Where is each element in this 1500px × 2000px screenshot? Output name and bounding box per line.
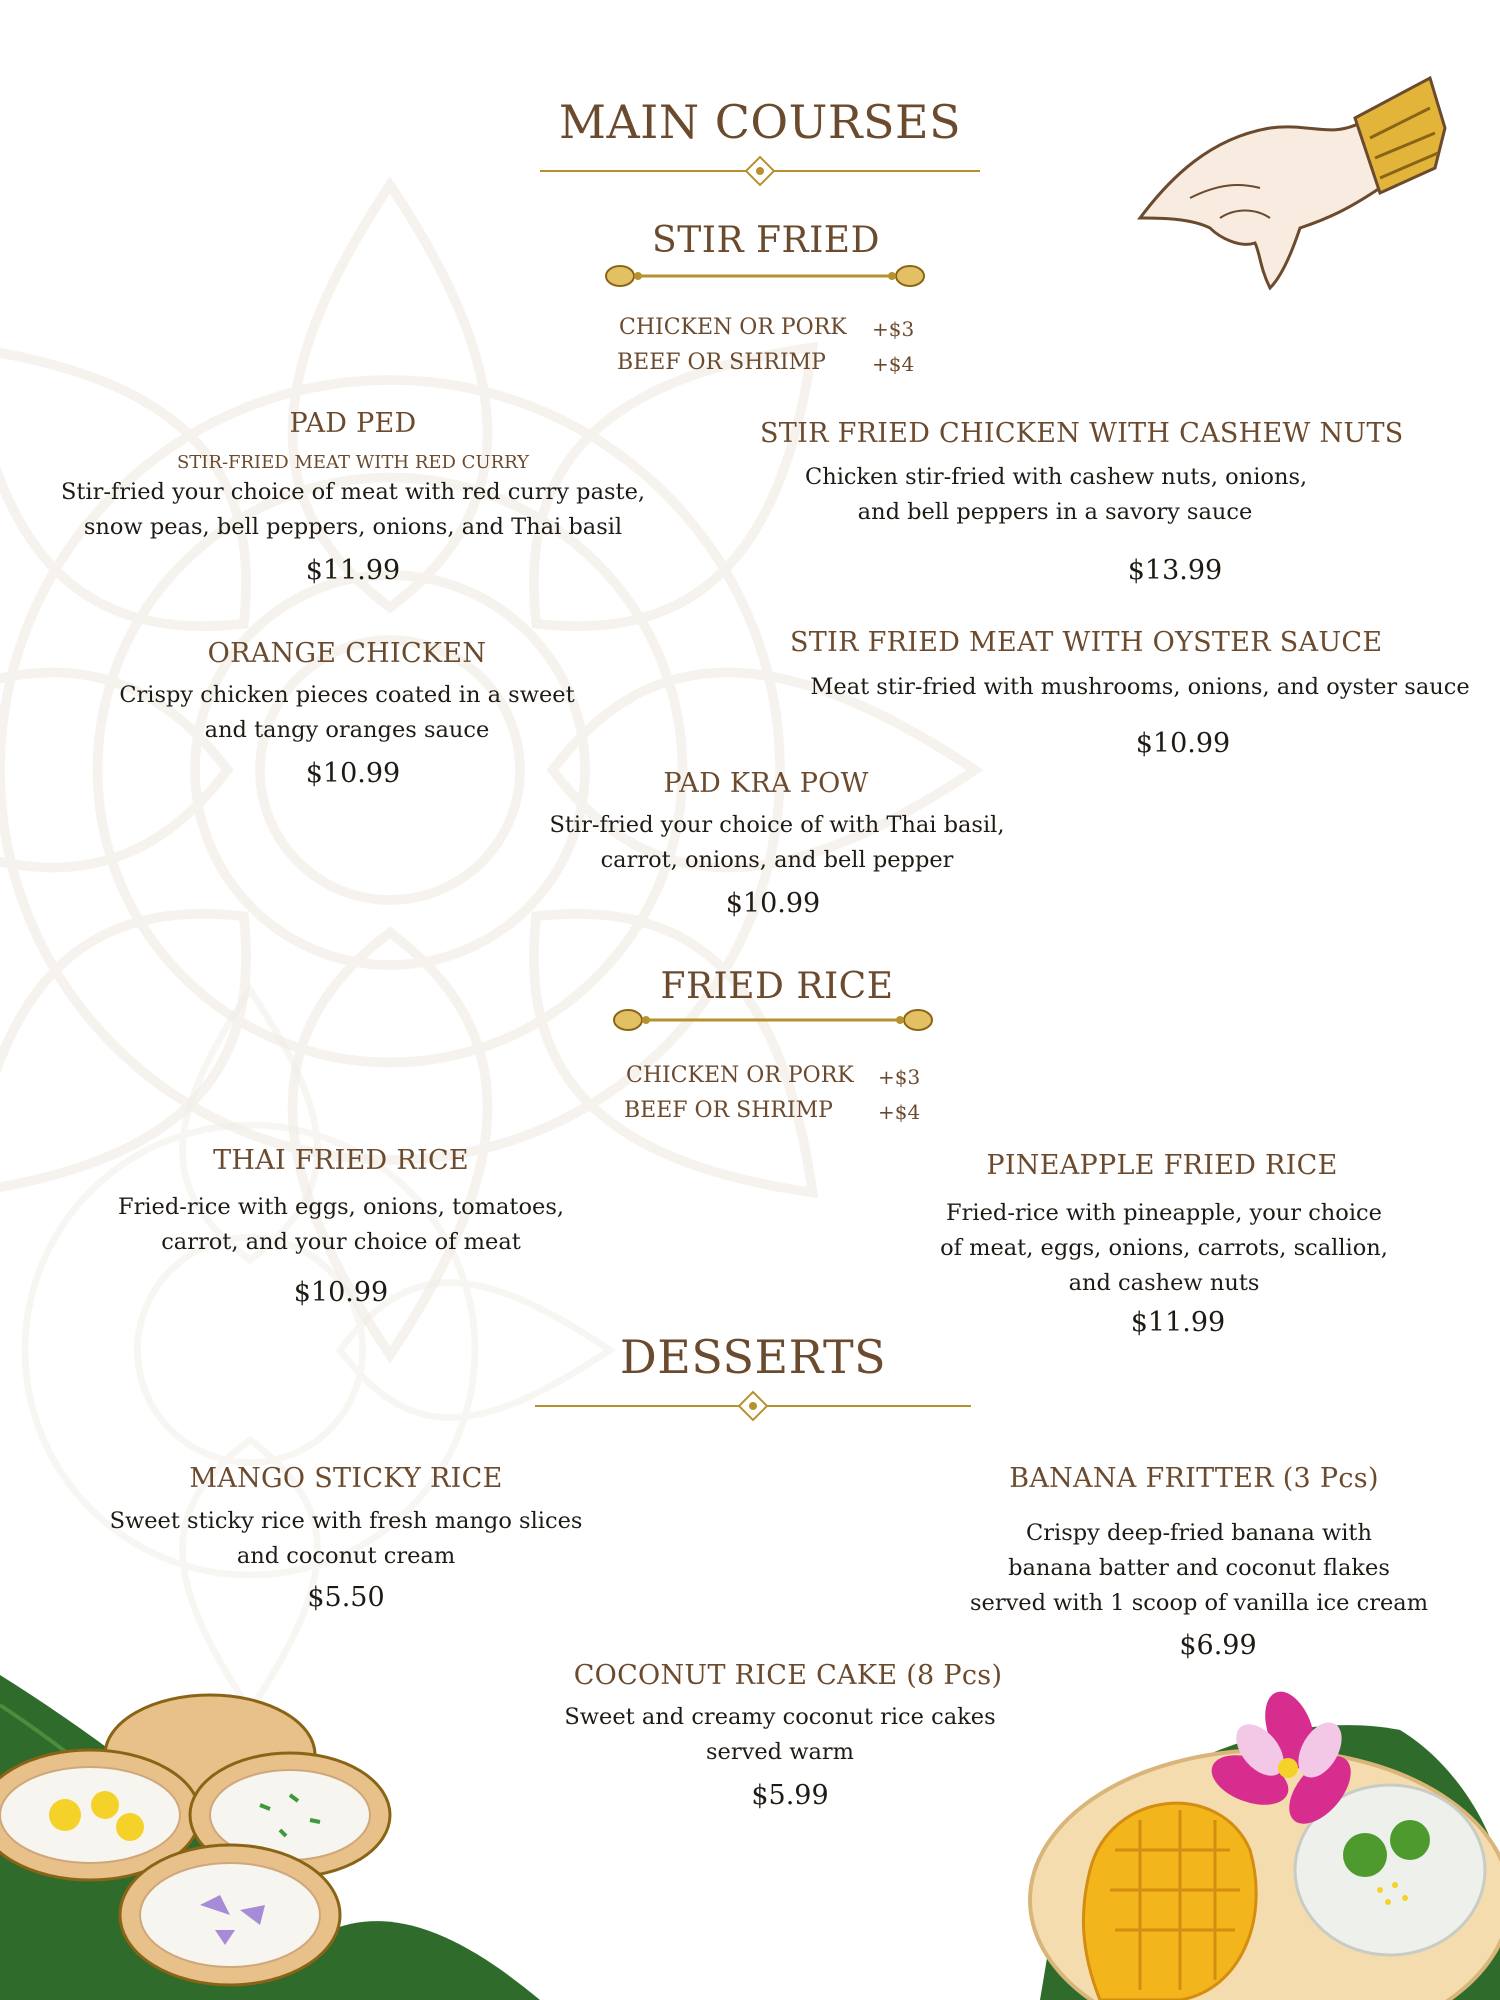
menu-item-price: $11.99 (1130, 1307, 1226, 1338)
menu-item-name: ORANGE CHICKEN (207, 638, 487, 669)
extra-option-price: +$3 (872, 317, 915, 341)
menu-item-name: COCONUT RICE CAKE (8 Pcs) (573, 1660, 1003, 1691)
extra-option-price: +$4 (872, 352, 915, 376)
menu-item-name: PINEAPPLE FRIED RICE (986, 1150, 1338, 1181)
extra-option-label: CHICKEN OR PORK (619, 315, 847, 340)
menu-item-price: $10.99 (305, 758, 401, 789)
menu-item-price: $5.99 (751, 1780, 829, 1811)
menu-item-price: $10.99 (1135, 728, 1231, 759)
menu-item-name: MANGO STICKY RICE (189, 1463, 503, 1494)
extra-option-price: +$4 (878, 1100, 921, 1124)
menu-item-description: Crispy deep-fried banana with banana batter and coconut flakes served with 1 scoop of vanilla ice cream (969, 1520, 1429, 1616)
lotus-divider-ornament-icon (612, 1002, 934, 1038)
main-courses-title: MAIN COURSES (558, 95, 962, 149)
extra-option-price: +$3 (878, 1065, 921, 1089)
menu-item-price: $10.99 (293, 1277, 389, 1308)
extra-option-label: BEEF OR SHRIMP (617, 350, 826, 375)
stir-fried-title: STIR FRIED (652, 220, 880, 261)
extra-option-label: CHICKEN OR PORK (626, 1063, 854, 1088)
menu-item-description: Fried-rice with eggs, onions, tomatoes, carrot, and your choice of meat (117, 1194, 565, 1255)
menu-item-description: Meat stir-fried with mushrooms, onions, and oyster sauce (810, 674, 1470, 700)
mango-sticky-rice-illustration (1020, 1670, 1500, 2000)
menu-item-name: PAD KRA POW (663, 768, 869, 799)
lotus-divider-ornament-icon (604, 258, 926, 294)
menu-item-price: $11.99 (305, 555, 401, 586)
menu-item-subtitle: STIR-FRIED MEAT WITH RED CURRY (176, 452, 530, 473)
menu-item-name: BANANA FRITTER (3 Pcs) (1009, 1463, 1379, 1494)
thai-dance-hand-illustration (1130, 68, 1450, 298)
menu-item-price: $5.50 (307, 1582, 385, 1613)
menu-item-description: Sweet sticky rice with fresh mango slices and coconut cream (109, 1508, 583, 1569)
coconut-rice-cake-illustration (0, 1665, 540, 2000)
menu-item-name: STIR FRIED MEAT WITH OYSTER SAUCE (790, 627, 1383, 658)
gold-divider-ornament-icon (540, 155, 980, 187)
menu-item-price: $13.99 (1127, 555, 1223, 586)
extra-option-label: BEEF OR SHRIMP (624, 1098, 833, 1123)
desserts-title: DESSERTS (619, 1330, 887, 1384)
menu-item-description: Stir-fried your choice of with Thai basil, carrot, onions, and bell pepper (549, 812, 1005, 873)
menu-item-description: Crispy chicken pieces coated in a sweet and tangy oranges sauce (119, 682, 575, 743)
menu-item-price: $10.99 (725, 888, 821, 919)
menu-item-description: Sweet and creamy coconut rice cakes served warm (564, 1704, 996, 1765)
menu-item-price: $6.99 (1179, 1630, 1257, 1661)
menu-item-description: Stir-fried your choice of meat with red curry paste, snow peas, bell peppers, onions, and Thai basil (60, 479, 646, 540)
menu-item-name: THAI FRIED RICE (213, 1145, 469, 1176)
menu-item-description: Fried-rice with pineapple, your choice of meat, eggs, onions, carrots, scallion, and cashew nuts (940, 1200, 1388, 1296)
gold-divider-ornament-icon (535, 1390, 971, 1422)
fried-rice-title: FRIED RICE (660, 966, 894, 1007)
menu-item-description: Chicken stir-fried with cashew nuts, onions, and bell peppers in a savory sauce (805, 464, 1308, 525)
menu-item-name: STIR FRIED CHICKEN WITH CASHEW NUTS (760, 418, 1404, 449)
menu-item-name: PAD PED (289, 408, 417, 439)
